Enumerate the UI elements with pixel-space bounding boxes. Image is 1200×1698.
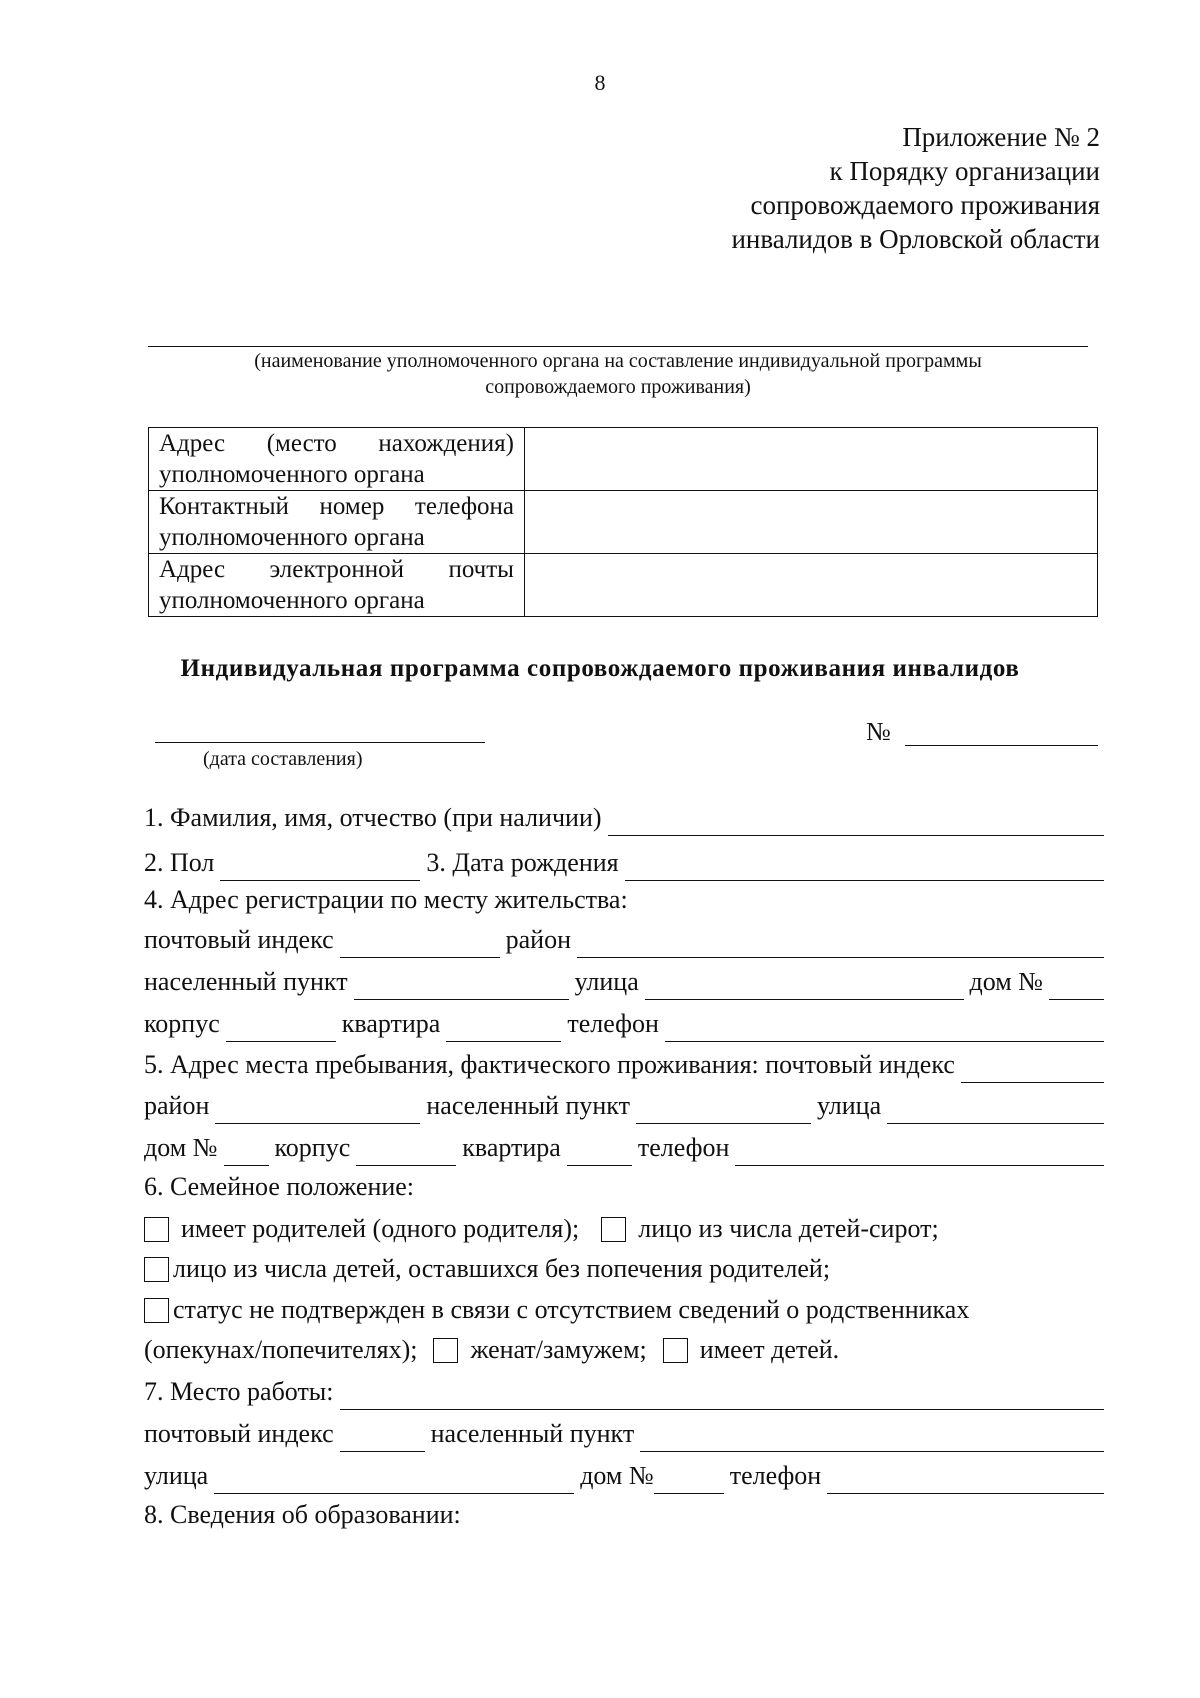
work-street-field[interactable] — [214, 1467, 574, 1494]
reg-address-heading — [144, 882, 1110, 918]
district-label: район — [144, 1091, 210, 1120]
work-street-row — [144, 1458, 1110, 1494]
appendix-line: сопровождаемого проживания — [750, 190, 1100, 220]
number-label: № — [866, 717, 891, 746]
birth-field[interactable] — [625, 854, 1104, 881]
street-label: улица — [144, 1461, 209, 1490]
unconfirmed-continuation: (опекунах/попечителях); — [144, 1335, 418, 1364]
phone-label: телефон — [637, 1133, 730, 1162]
number-line[interactable] — [905, 745, 1098, 746]
email-value-cell[interactable] — [525, 554, 1098, 617]
sex-label: 2. Пол — [144, 848, 215, 877]
authority-info-table — [148, 427, 1098, 617]
stay-phone-field[interactable] — [735, 1139, 1104, 1166]
table-row — [149, 554, 1098, 617]
children-checkbox[interactable] — [663, 1338, 688, 1363]
house-label: дом № — [969, 967, 1043, 996]
family-row-3 — [144, 1292, 1110, 1328]
stay-postcode-field[interactable] — [961, 1056, 1104, 1083]
fio-row — [144, 800, 1110, 836]
orphan-option[interactable]: лицо из числа детей-сирот; — [601, 1211, 938, 1247]
unconfirmed-option[interactable]: статус не подтвержден в связи с отсутствием сведений о родственниках — [144, 1292, 969, 1328]
reg-street-field[interactable] — [645, 973, 964, 1000]
reg-address-label: 4. Адрес регистрации по месту жительства: — [144, 885, 628, 914]
married-checkbox[interactable] — [433, 1338, 458, 1363]
locality-label: населенный пункт — [426, 1091, 630, 1120]
building-label: корпус — [144, 1009, 220, 1038]
stay-building-field[interactable] — [356, 1139, 456, 1166]
table-row — [149, 491, 1098, 554]
family-row-1 — [144, 1211, 1110, 1247]
phone-label: Контактный номер телефона уполномоченного органа — [149, 491, 525, 554]
reg-locality-row — [144, 964, 1110, 1000]
street-label: улица — [816, 1091, 882, 1120]
sex-field[interactable] — [220, 854, 420, 881]
reg-postcode-field[interactable] — [340, 931, 500, 958]
children-option[interactable]: имеет детей. — [663, 1332, 839, 1368]
authority-caption — [148, 348, 1088, 400]
phone-label: телефон — [729, 1461, 822, 1490]
appendix-line: к Порядку организации — [829, 156, 1100, 186]
stay-address-label: 5. Адрес места пребывания, фактического проживания: почтовый индекс — [144, 1050, 955, 1079]
address-label: Адрес (место нахождения) уполномоченного органа — [149, 428, 525, 491]
family-row-4 — [144, 1332, 1110, 1368]
street-label: улица — [574, 967, 639, 996]
date-line[interactable] — [155, 742, 485, 743]
work-row — [144, 1374, 1110, 1410]
building-label: корпус — [274, 1133, 351, 1162]
work-house-field[interactable] — [654, 1467, 724, 1494]
phone-label: телефон — [567, 1009, 659, 1038]
apartment-label: квартира — [462, 1133, 561, 1162]
married-option[interactable]: женат/замужем; — [433, 1332, 646, 1368]
address-value-cell[interactable] — [525, 428, 1098, 491]
table-row — [149, 428, 1098, 491]
document-title: Индивидуальная программа сопровождаемого проживания инвалидов — [180, 655, 1020, 682]
caption-line: (наименование уполномоченного органа на составление индивидуальной программы — [254, 350, 982, 372]
date-caption: (дата составления) — [203, 748, 363, 770]
postcode-label: почтовый индекс — [144, 925, 334, 954]
education-row — [144, 1497, 1110, 1533]
family-heading — [144, 1169, 1110, 1205]
email-label: Адрес электронной почты уполномоченного органа — [149, 554, 525, 617]
stay-address-row — [144, 1047, 1110, 1083]
locality-label: населенный пункт — [144, 967, 348, 996]
house-label: дом № — [580, 1461, 654, 1490]
parents-option[interactable]: имеет родителей (одного родителя); — [144, 1211, 579, 1247]
stay-house-row — [144, 1130, 1110, 1166]
reg-building-field[interactable] — [226, 1015, 336, 1042]
locality-label: населенный пункт — [430, 1419, 635, 1448]
birth-label: 3. Дата рождения — [426, 848, 619, 877]
reg-district-field[interactable] — [577, 931, 1104, 958]
caption-line: сопровождаемого проживания) — [485, 376, 751, 398]
reg-house-field[interactable] — [1049, 973, 1104, 1000]
reg-phone-field[interactable] — [665, 1015, 1104, 1042]
stay-apartment-field[interactable] — [567, 1139, 632, 1166]
appendix-header — [731, 120, 1100, 256]
work-locality-field[interactable] — [640, 1425, 1104, 1452]
appendix-line: инвалидов в Орловской области — [731, 224, 1100, 254]
stay-locality-field[interactable] — [636, 1097, 811, 1124]
fio-label: 1. Фамилия, имя, отчество (при наличии) — [144, 803, 602, 832]
parents-checkbox[interactable] — [144, 1217, 169, 1242]
stay-street-field[interactable] — [887, 1097, 1104, 1124]
stay-house-field[interactable] — [224, 1139, 269, 1166]
fio-field[interactable] — [608, 809, 1104, 836]
stay-district-row — [144, 1088, 1110, 1124]
reg-apartment-field[interactable] — [446, 1015, 561, 1042]
sex-birth-row — [144, 845, 1110, 881]
work-field[interactable] — [340, 1383, 1104, 1410]
no-care-checkbox[interactable] — [144, 1257, 169, 1282]
stay-district-field[interactable] — [215, 1097, 420, 1124]
work-label: 7. Место работы: — [144, 1377, 334, 1406]
family-row-2 — [144, 1251, 1110, 1287]
page-number: 8 — [594, 70, 606, 95]
reg-postcode-row — [144, 922, 1110, 958]
district-label: район — [505, 925, 571, 954]
unconfirmed-checkbox[interactable] — [144, 1298, 169, 1323]
education-label: 8. Сведения об образовании: — [144, 1500, 461, 1529]
reg-building-row — [144, 1006, 1110, 1042]
no-care-option[interactable]: лицо из числа детей, оставшихся без попечения родителей; — [144, 1251, 830, 1287]
work-postcode-field[interactable] — [340, 1425, 425, 1452]
work-postcode-row — [144, 1416, 1110, 1452]
authority-name-line[interactable] — [148, 346, 1088, 347]
reg-locality-field[interactable] — [354, 973, 569, 1000]
postcode-label: почтовый индекс — [144, 1419, 334, 1448]
phone-value-cell[interactable] — [525, 491, 1098, 554]
apartment-label: квартира — [341, 1009, 441, 1038]
work-phone-field[interactable] — [827, 1467, 1104, 1494]
family-label: 6. Семейное положение: — [144, 1172, 415, 1201]
house-label: дом № — [144, 1133, 218, 1162]
appendix-line: Приложение № 2 — [902, 122, 1100, 152]
orphan-checkbox[interactable] — [601, 1217, 626, 1242]
